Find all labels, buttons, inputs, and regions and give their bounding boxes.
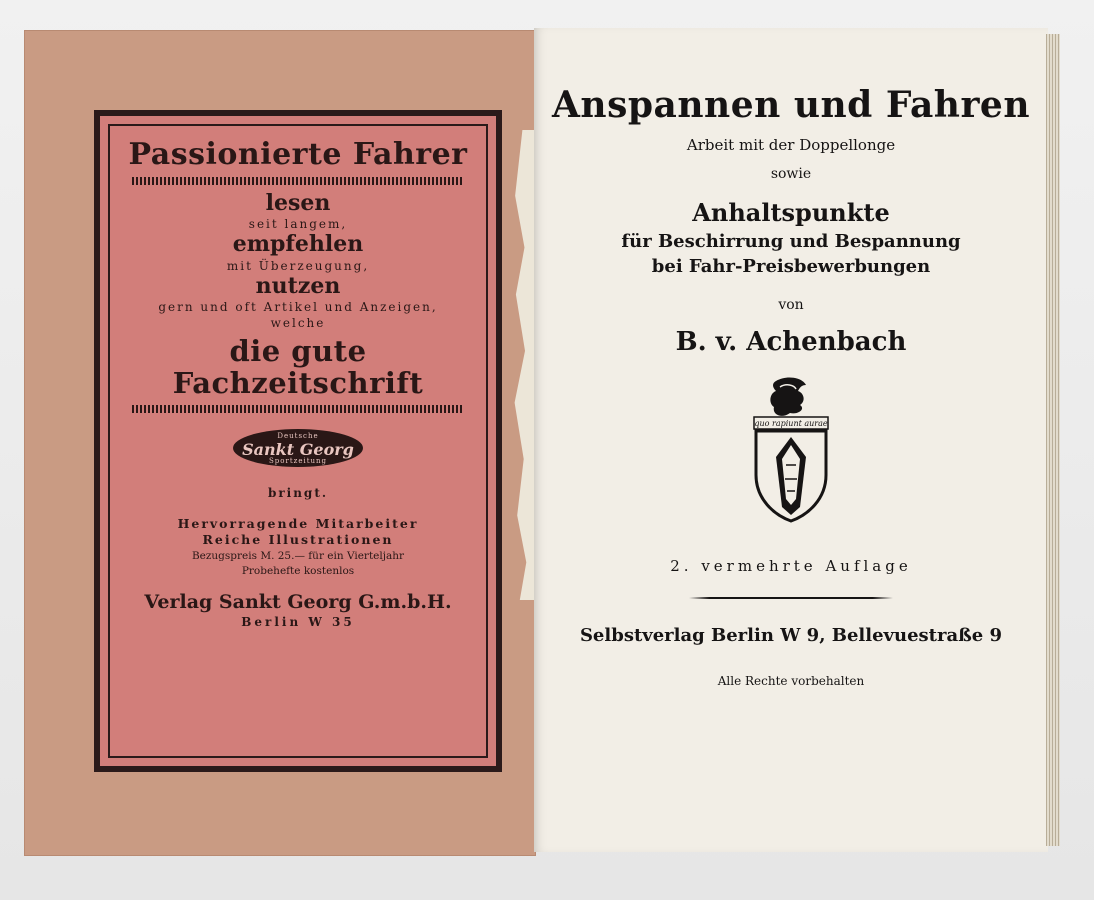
coat-of-arms xyxy=(746,375,836,523)
secondary-line-b: bei Fahr-Preisbewerbungen xyxy=(651,256,931,277)
logo-top-text: Deutsche xyxy=(277,432,319,441)
ad-line2-small: mit Überzeugung, xyxy=(226,258,370,273)
crest-motto: quo rapiunt aurae xyxy=(754,419,828,428)
ad-bringt: bringt. xyxy=(267,486,329,501)
sowie-text: sowie xyxy=(770,166,812,182)
title-page xyxy=(534,28,1048,852)
book-title: Anspannen und Fahren xyxy=(551,84,1031,126)
ad-line1-small: seit langem, xyxy=(248,217,348,232)
ad-line3-big: nutzen xyxy=(255,272,341,299)
crest-icon xyxy=(746,375,836,523)
advertisement-frame xyxy=(94,110,502,772)
advertisement xyxy=(124,138,472,746)
ad-line3-small: gern und oft Artikel und Anzeigen, xyxy=(158,300,438,315)
logo-main-text: Sankt Georg xyxy=(242,440,354,460)
ad-samples: Probehefte kostenlos xyxy=(241,564,355,577)
sankt-georg-logo xyxy=(233,429,363,467)
ad-rule-top xyxy=(132,177,464,185)
ad-rule-bottom xyxy=(132,405,464,413)
secondary-line-a: für Beschirrung und Bespannung xyxy=(621,231,961,252)
ad-line2-big: empfehlen xyxy=(232,231,364,258)
secondary-heading: Anhaltspunkte xyxy=(692,198,890,227)
ad-city: Berlin W 35 xyxy=(241,614,355,629)
book-subtitle: Arbeit mit der Doppellonge xyxy=(686,136,896,154)
title-page-content xyxy=(534,28,1048,852)
page-edges xyxy=(1046,34,1060,846)
publisher-line: Selbstverlag Berlin W 9, Bellevuestraße 9 xyxy=(579,625,1003,646)
ad-line3b-small: welche xyxy=(270,316,326,331)
divider-rule xyxy=(689,597,893,599)
rights-notice: Alle Rechte vorbehalten xyxy=(717,674,865,688)
ad-tagline: die gute Fachzeitschrift xyxy=(172,333,424,400)
logo-bottom-text: Sportzeitung xyxy=(268,457,328,466)
left-page-cover xyxy=(24,30,536,856)
ad-publisher: Verlag Sankt Georg G.m.b.H. xyxy=(144,590,452,613)
ad-feature-1: Hervorragende Mitarbeiter xyxy=(177,515,419,531)
author-name: B. v. Achenbach xyxy=(675,327,907,357)
edition-note: 2. vermehrte Auflage xyxy=(670,557,912,575)
von-text: von xyxy=(778,297,804,313)
ad-price: Bezugspreis M. 25.— für ein Vierteljahr xyxy=(191,550,405,563)
ad-line1-big: lesen xyxy=(265,190,331,216)
ad-feature-2: Reiche Illustrationen xyxy=(202,532,394,548)
ad-headline: Passionierte Fahrer xyxy=(128,137,468,172)
